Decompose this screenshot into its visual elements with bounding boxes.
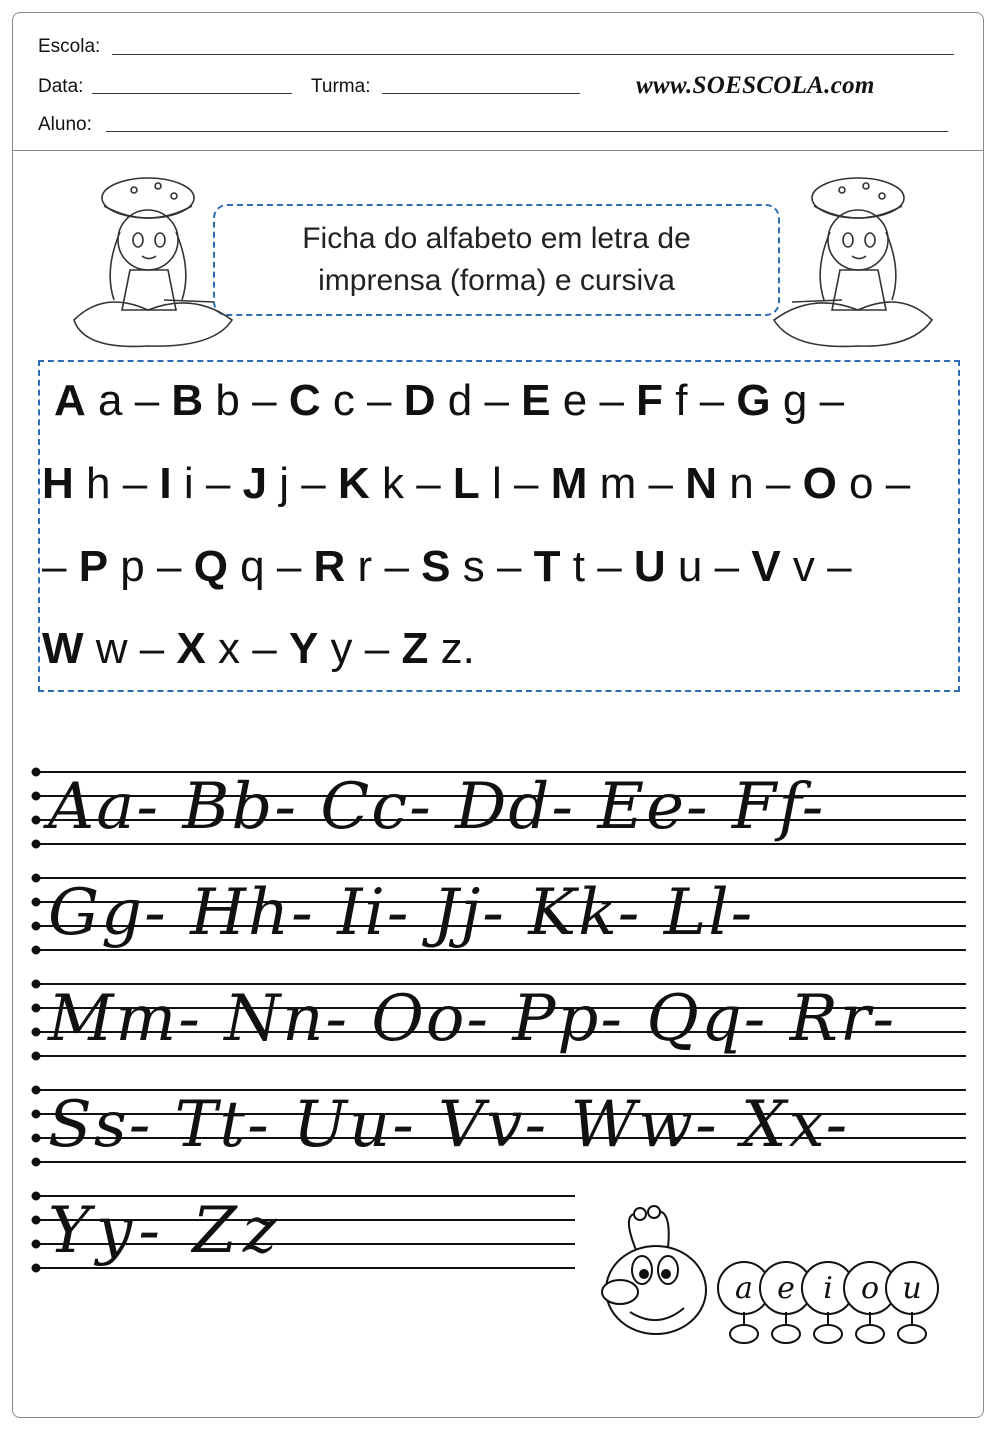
lowercase-letter: y: [318, 624, 353, 673]
uppercase-letter: E: [521, 376, 551, 425]
lowercase-letter: x: [205, 624, 241, 673]
lowercase-letter: b: [203, 376, 240, 425]
dash-separator: –: [636, 459, 686, 508]
vowel-letter: e: [777, 1271, 795, 1306]
uppercase-letter: A: [54, 376, 86, 425]
uppercase-letter: M: [550, 459, 588, 508]
dash-separator: –: [289, 459, 338, 508]
uppercase-letter: X: [176, 624, 206, 673]
cursive-row-1: Aa- Bb- Cc- Dd- Ee- Ff-: [48, 770, 826, 844]
escola-label: Escola:: [38, 36, 101, 57]
uppercase-letter: F: [636, 376, 664, 425]
lowercase-letter: f: [663, 376, 688, 425]
lowercase-letter: i: [171, 459, 194, 508]
uppercase-letter: R: [313, 542, 346, 591]
line-dot: [33, 947, 40, 954]
dash-separator: –: [42, 542, 79, 591]
title-line-1: Ficha do alfabeto em letra de: [302, 222, 691, 255]
line-dot: [33, 1087, 40, 1094]
lowercase-letter: s: [450, 542, 485, 591]
dash-separator: –: [702, 542, 752, 591]
lowercase-letter: r: [345, 542, 373, 591]
line-dot: [33, 1029, 40, 1036]
lowercase-letter: q: [227, 542, 265, 591]
line-dot: [33, 981, 40, 988]
uppercase-letter: Q: [193, 542, 228, 591]
uppercase-letter: G: [736, 376, 771, 425]
uppercase-letter: J: [242, 459, 268, 508]
dash-separator: –: [122, 376, 172, 425]
uppercase-letter: P: [78, 542, 109, 591]
vowel-letter: a: [735, 1271, 753, 1306]
dash-separator: –: [403, 459, 453, 508]
lowercase-letter: o: [836, 459, 874, 508]
lowercase-letter: l: [479, 459, 502, 508]
data-label: Data:: [38, 76, 84, 97]
uppercase-letter: O: [802, 459, 837, 508]
dash-separator: –: [873, 459, 911, 508]
vowel-letter: o: [860, 1271, 880, 1306]
dash-separator: –: [193, 459, 243, 508]
uppercase-letter: K: [337, 459, 370, 508]
dash-separator: –: [472, 376, 522, 425]
lowercase-letter: t: [560, 542, 585, 591]
line-dot: [33, 923, 40, 930]
line-dot: [33, 793, 40, 800]
caterpillar-foot: [898, 1325, 926, 1343]
lowercase-letter: v: [780, 542, 815, 591]
site-url: www.SOESCOLA.com: [636, 72, 875, 99]
uppercase-letter: U: [633, 542, 666, 591]
line-dot: [33, 1111, 40, 1118]
dash-separator: –: [240, 624, 289, 673]
dash-separator: –: [807, 376, 845, 425]
turma-label: Turma:: [311, 76, 371, 97]
line-dot: [33, 1217, 40, 1224]
dash-separator: –: [585, 542, 634, 591]
line-dot: [33, 1241, 40, 1248]
uppercase-letter: T: [533, 542, 561, 591]
period: .: [462, 624, 475, 673]
line-dot: [33, 841, 40, 848]
vowel-letter: u: [902, 1271, 922, 1306]
dash-separator: –: [687, 376, 737, 425]
uppercase-letter: N: [685, 459, 717, 508]
aluno-label: Aluno:: [38, 114, 92, 135]
line-dot: [33, 1053, 40, 1060]
caterpillar-foot: [814, 1325, 842, 1343]
lowercase-letter: u: [665, 542, 703, 591]
uppercase-letter: L: [452, 459, 480, 508]
lowercase-letter: c: [320, 376, 355, 425]
cursive-row-5: Yy- Zz: [48, 1194, 283, 1268]
lowercase-letter: j: [267, 459, 290, 508]
uppercase-letter: S: [421, 542, 451, 591]
dash-separator: –: [753, 459, 803, 508]
uppercase-letter: C: [288, 376, 321, 425]
lowercase-letter: p: [108, 542, 145, 591]
dash-separator: –: [501, 459, 551, 508]
caterpillar-foot: [772, 1325, 800, 1343]
dash-separator: –: [354, 376, 404, 425]
line-dot: [33, 1159, 40, 1166]
dash-separator: –: [110, 459, 160, 508]
uppercase-letter: D: [403, 376, 436, 425]
dash-separator: –: [264, 542, 314, 591]
line-dot: [33, 1265, 40, 1272]
line-dot: [33, 1135, 40, 1142]
uppercase-letter: W: [42, 624, 84, 673]
lowercase-letter: e: [550, 376, 588, 425]
lowercase-letter: m: [587, 459, 637, 508]
line-dot: [33, 875, 40, 882]
dash-separator: –: [144, 542, 194, 591]
uppercase-letter: V: [751, 542, 781, 591]
lowercase-letter: g: [770, 376, 808, 425]
uppercase-letter: Y: [288, 624, 319, 673]
dash-separator: –: [127, 624, 177, 673]
dash-separator: –: [484, 542, 534, 591]
line-dot: [33, 1005, 40, 1012]
dash-separator: –: [814, 542, 852, 591]
line-dot: [33, 817, 40, 824]
dash-separator: –: [239, 376, 289, 425]
line-dot: [33, 1193, 40, 1200]
dash-separator: –: [587, 376, 637, 425]
vowel-letter: i: [823, 1271, 833, 1306]
cursive-row-3: Mm- Nn- Oo- Pp- Qq- Rr-: [48, 982, 897, 1056]
lowercase-letter: a: [85, 376, 123, 425]
uppercase-letter: Z: [401, 624, 429, 673]
line-dot: [33, 769, 40, 776]
lowercase-letter: z: [428, 624, 463, 673]
dash-separator: –: [372, 542, 422, 591]
uppercase-letter: I: [159, 459, 172, 508]
caterpillar-illustration: [602, 1206, 938, 1343]
caterpillar-foot: [730, 1325, 758, 1343]
lowercase-letter: n: [716, 459, 754, 508]
cursive-row-4: Ss- Tt- Uu- Vv- Ww- Xx-: [48, 1088, 850, 1162]
lowercase-letter: h: [73, 459, 111, 508]
dash-separator: –: [352, 624, 402, 673]
cursive-row-2: Gg- Hh- Ii- Jj- Kk- Ll-: [48, 876, 755, 950]
lowercase-letter: d: [435, 376, 473, 425]
title-line-2: imprensa (forma) e cursiva: [318, 264, 675, 297]
line-dot: [33, 899, 40, 906]
uppercase-letter: H: [42, 459, 74, 508]
uppercase-letter: B: [171, 376, 204, 425]
caterpillar-foot: [856, 1325, 884, 1343]
lowercase-letter: k: [369, 459, 404, 508]
lowercase-letter: w: [83, 624, 128, 673]
